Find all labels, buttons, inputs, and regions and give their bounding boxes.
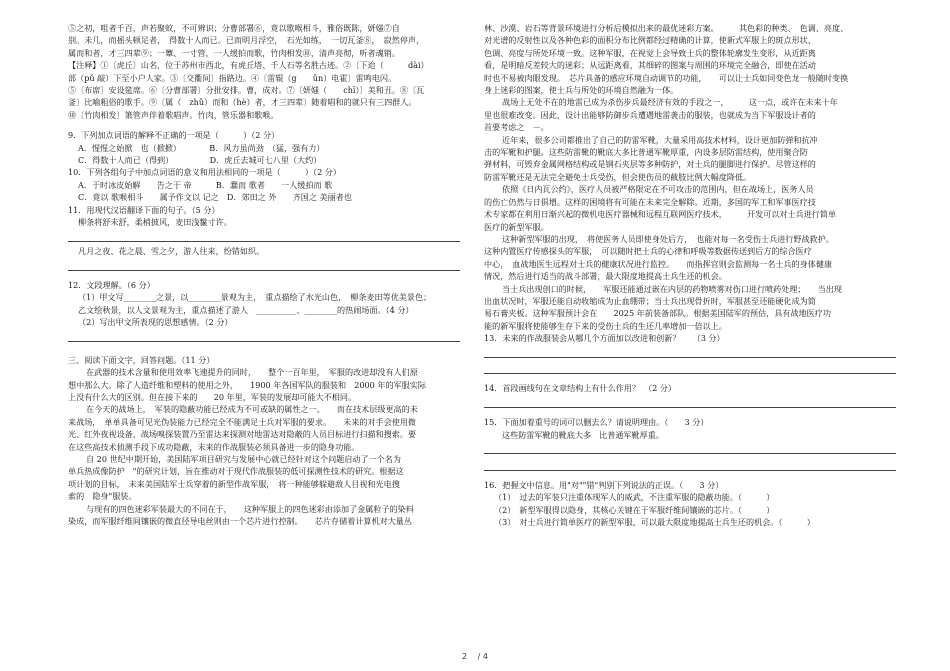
text-line: 易石膏夹板。这种军服预计会在 2025 年前装备部队。根据美国陆军的预估，具有战地医疗功 bbox=[484, 308, 831, 319]
text-line: 10．下列各组句子中加点词语的意义和用法相同的一项是（ ）（2 分） bbox=[68, 167, 341, 178]
text-line: （1）甲文写________之景，以________景观为主， 重点描绘了水光山色， 柳条麦田等优美景色； bbox=[78, 292, 432, 303]
answer-line bbox=[68, 229, 460, 242]
text-line: 这种新型军服的出现， 将使医务人员即使身处后方， 也能对每一名受伤士兵进行野战救护。 bbox=[502, 233, 834, 244]
right-column bbox=[484, 22, 896, 528]
text-line: 能的新军服将使能够生存下来的受伤士兵的生还几率增加一倍以上。 bbox=[484, 320, 727, 331]
text-line: 色调、亮度与所处环境一致。这种军服，在视觉上会导致士兵的整体轮廓发生变形，从近距离 bbox=[484, 47, 816, 58]
text-line: A．惺惺之始掀 也（掀掀） B．风力虽尚劲 （猛，强有力） bbox=[78, 142, 325, 153]
text-line: 在武器的技术含量和使用效率飞速提升的同时， 整个一百年里， 军服的改进却没有人们原 bbox=[86, 367, 418, 378]
text-line: 想中那么大。除了人造纤维和塑料的使用之外， 1900 年各国军队的服装和 2000 年的军服实际 bbox=[68, 379, 426, 390]
text-line: 染成，而军服纤维间镶嵌的微直径导电丝则由一个芯片进行控制。 芯片存储着计算机对大量丛 bbox=[68, 515, 412, 526]
text-line: 单兵热成像防护 "的研究计划，旨在推动对于现代作战服装的低可探测性技术的研究。根据这 bbox=[68, 466, 404, 477]
left-column bbox=[68, 22, 460, 527]
text-line: 当士兵出现创口的时候， 军服还能通过嵌在内层的药物喷雾对伤口进行喷药处理； 当出现 bbox=[502, 283, 842, 294]
text-line: 凡月之夜、花之晨、雪之夕，游人往来，纷错如织。 bbox=[78, 245, 265, 256]
page-number: 2 / 4 bbox=[462, 652, 488, 661]
text-line: 13．未来的作战服装会从哪几个方面加以改进和创新？ （3 分） bbox=[484, 333, 725, 344]
text-line: 在这些高技术侦测手段下成功隐蔽，未来的作战服装必须具备进一步的隐身功能。 bbox=[68, 441, 360, 452]
answer-line bbox=[484, 395, 896, 408]
text-line: 9．下列加点词语的解释不正确的一项是（ ）（2 分） bbox=[68, 130, 280, 141]
text-line: 12．文段理解。（6 分） bbox=[68, 279, 155, 290]
text-line: 身上迷彩的图案，使士兵与所处的环境自然融为一体。 bbox=[484, 85, 679, 96]
text-line: 时也不易被肉眼发现。 芯片具备的感应环境自动调节的功能， 可以让士兵如同变色龙一般随时变换 bbox=[484, 72, 849, 83]
text-line: （1） 过去的军装只注重体现军人的威武，不注重军服的隐蔽功能。（ ） bbox=[494, 492, 775, 503]
text-line: 医疗的新型军服。 bbox=[484, 221, 549, 232]
text-line: （2） 新型军服得以隐身，其核心关键在于军服纤维间镶嵌的芯片。（ ） bbox=[494, 504, 775, 515]
answer-line bbox=[68, 257, 460, 270]
text-line: 这种内置医疗传感探头的军服， 可以随时把士兵的心律和呼吸等数据传送到后方的综合医疗 bbox=[484, 246, 812, 257]
text-line: 别。未几，而摇头顿足者， 得数十人而已。已而明月浮空， 石光如练， 一切瓦釜⑧， 寂然停声， bbox=[68, 35, 425, 46]
text-line: ⑤之初，咀者千百，声若聚蚊，不可辨识；分曹部署⑥，竟以歌喉相斗，雅俗既陈，妍媸⑦自 bbox=[68, 23, 400, 33]
text-line: 三、阅读下面文字，回答问题。（11 分） bbox=[68, 354, 215, 365]
text-line: 的伤亡仍然与日俱增。这样的困境将有可能在未来完全解除。近期，多国的军工和军事医疗技 bbox=[484, 196, 816, 207]
text-line: 光、红外夜视设备、战场嗅探装置乃至雷达来探测对地雷达对隐蔽的人员目标进行扫描和搜索。要 bbox=[68, 429, 417, 440]
text-line: 15．下面加着重号的词可以删去么？请说明理由。（ 3 分） bbox=[484, 417, 709, 428]
answer-line bbox=[484, 457, 896, 470]
text-line: 看，是明暗反差较大的迷彩；从远距离看，其细碎的图案与周围的环境完全融合，即使在活动 bbox=[484, 60, 816, 71]
text-line: 情况，然后进行适当的战斗部署，最大限度地提高士兵生还的机会。 bbox=[484, 271, 727, 282]
text-line: 14．首段画线句在文章结构上有什么作用？ （2 分） bbox=[484, 383, 677, 394]
text-line: 依照《日内瓦公约》，医疗人员被严格限定在不可攻击的范围内，但在战场上，医务人员 bbox=[502, 184, 814, 195]
text-line: 对光谱的反射性以及各种色彩的面积分布比例都经过精确的计算，使新式军服上的斑点形状、 bbox=[484, 35, 816, 46]
text-line: ⑤〔布席〕安设筵席。⑥〔分曹部署〕分批安排。曹，成对。⑦〔妍媸（ chī）〕美和丑。⑧〔瓦 bbox=[68, 85, 425, 96]
text-line: C．竟以 歌喉相斗 属予作文以 记之 D．郊田之 外 齐国之 美丽者也 bbox=[78, 192, 352, 203]
text-line: 【注释】①〔虎丘〕山名，位于苏州市西北，有虎丘塔、千人石等名胜古迹。②〔下迨（ dài） bbox=[68, 60, 429, 71]
text-line: 索的 隐身"服装。 bbox=[68, 491, 137, 502]
text-line: 战场上无处不在的地雷已成为杀伤步兵最经济有效的手段之一， 这一点，或许在未来十年 bbox=[502, 97, 838, 108]
text-line: 釜〕比喻粗俗的歌手。⑨〔属（ zhǔ）而和（hè）者，才三四辈〕随着唱和的就只有三四群人。 bbox=[68, 97, 417, 108]
text-line: 近年来，很多公司都推出了自己的防雷军靴，大量采用高技术材料，设计更加防弹和抗冲 bbox=[502, 134, 818, 145]
text-line: 部（pǔ 敲）下至小户人家。③〔交衢间〕指路边。④〔雷辊（g ǔn）电霍〕雷鸣电闪。 bbox=[68, 72, 397, 83]
text-line: （2）写出甲文所表现的思想感情。（2 分） bbox=[78, 316, 233, 327]
text-line: 11．用现代汉语翻译下面的句子。（5 分） bbox=[68, 204, 220, 215]
text-line: ⑩〔竹肉相发〕箫管声伴着歌唱声。竹肉，管乐器和歌喉。 bbox=[68, 109, 279, 120]
answer-line bbox=[68, 328, 460, 341]
text-line: 击的军靴和护腿。这些防雷靴的靴底大多比普通军靴厚重，内设多层防雷结构，使用聚合防 bbox=[484, 147, 808, 158]
text-line: 这些防雷军靴的靴底大多 比普通军靴厚重。 bbox=[502, 429, 664, 440]
answer-line bbox=[484, 361, 896, 374]
text-line: 在今天的战场上， 军装的隐蔽功能已经成为不可或缺的属性之一。 而在技术层级更高的未 bbox=[86, 404, 418, 415]
text-line: 16．把握文中信息。用"对""错"判别下列说法的正误。（ 3 分） bbox=[484, 479, 724, 490]
text-line: 属而和者，才三四辈⑨；一簟、一寸管，一人缓拍而歌，竹肉相发⑩，清声亮彻，听者魂销。 bbox=[68, 47, 400, 58]
text-line: 防雷军靴还是无法完全避免士兵受伤，但会使伤员的截肢比例大幅度降低。 bbox=[484, 171, 752, 182]
text-line: A．于时冰皮始解 告之于 帝 B．蠢而 歌者 一人缓拍而 歌 bbox=[78, 179, 333, 190]
text-line: 林、沙漠、岩石等背景环境进行分析后模拟出来的最优迷彩方案。 其色彩的种类、 色调、亮度、 bbox=[484, 23, 849, 33]
text-line: 术专家都在利用日渐兴起的微机电医疗器械和远程互联网医疗技术， 开发可以对士兵进行简单 bbox=[484, 209, 837, 220]
text-line: 柳条将舒未舒，柔梢披风，麦田浅鬣寸许。 bbox=[78, 217, 232, 228]
text-line: 中心， 血战地医生远程对士兵的健康状况进行监控。 而指挥官则会监测每一名士兵的身体健康 bbox=[484, 258, 833, 269]
text-line: 弹材料，可毁弃金属网格结构或是钢石夹层等多种防护，对士兵的腿脚进行保护。尽管这样的 bbox=[484, 159, 816, 170]
text-line: 首要考虑之 －。 bbox=[484, 122, 549, 133]
text-line: 出血状况时，军服还能自动收缩成为止血绷带；当士兵出现骨折时，军服甚至还能硬化成为简 bbox=[484, 295, 816, 306]
text-line: 与现有的四色迷彩军装最大的不同在于， 这种军服上的四色迷彩由添加了金属粒子的染料 bbox=[86, 503, 414, 514]
text-line: （3） 对士兵进行简单医疗的新型军服，可以最大限度地提高士兵生还的机会。（ ） bbox=[494, 516, 815, 527]
text-line: 来战场， 单单具备可见光伪装能力已经完全不能满足士兵对军服的要求。 未来的对手会使用微 bbox=[68, 416, 417, 427]
text-line: 自 20 世纪中期开始，美国陆军项目研究与发展中心就已经针对这个问题启动了一个名为 bbox=[86, 453, 401, 464]
text-line: 项计划的目标， 未来美国陆军士兵穿着的新型作战军服， 将一种能够躲避敌人目视和光电搜 bbox=[68, 478, 400, 489]
text-line: C．得数十人而已（得到） D．虎丘去城可七八里（大约） bbox=[78, 155, 322, 166]
text-line: 里也很难改变。因此，设计出能够防御步兵遭遇地雷袭击的服装，也就成为当下军服设计者的 bbox=[484, 109, 816, 120]
text-line: 乙文绘秋景，以人文景观为主，重点描述了游人 __________、________的热闹场面。（4 分） bbox=[78, 304, 414, 315]
answer-line bbox=[484, 441, 896, 454]
text-line: 上没有什么大的区别。但在接下来的 20 年里，军装的发展却可能大不相同。 bbox=[68, 391, 357, 402]
answer-line bbox=[484, 345, 896, 358]
